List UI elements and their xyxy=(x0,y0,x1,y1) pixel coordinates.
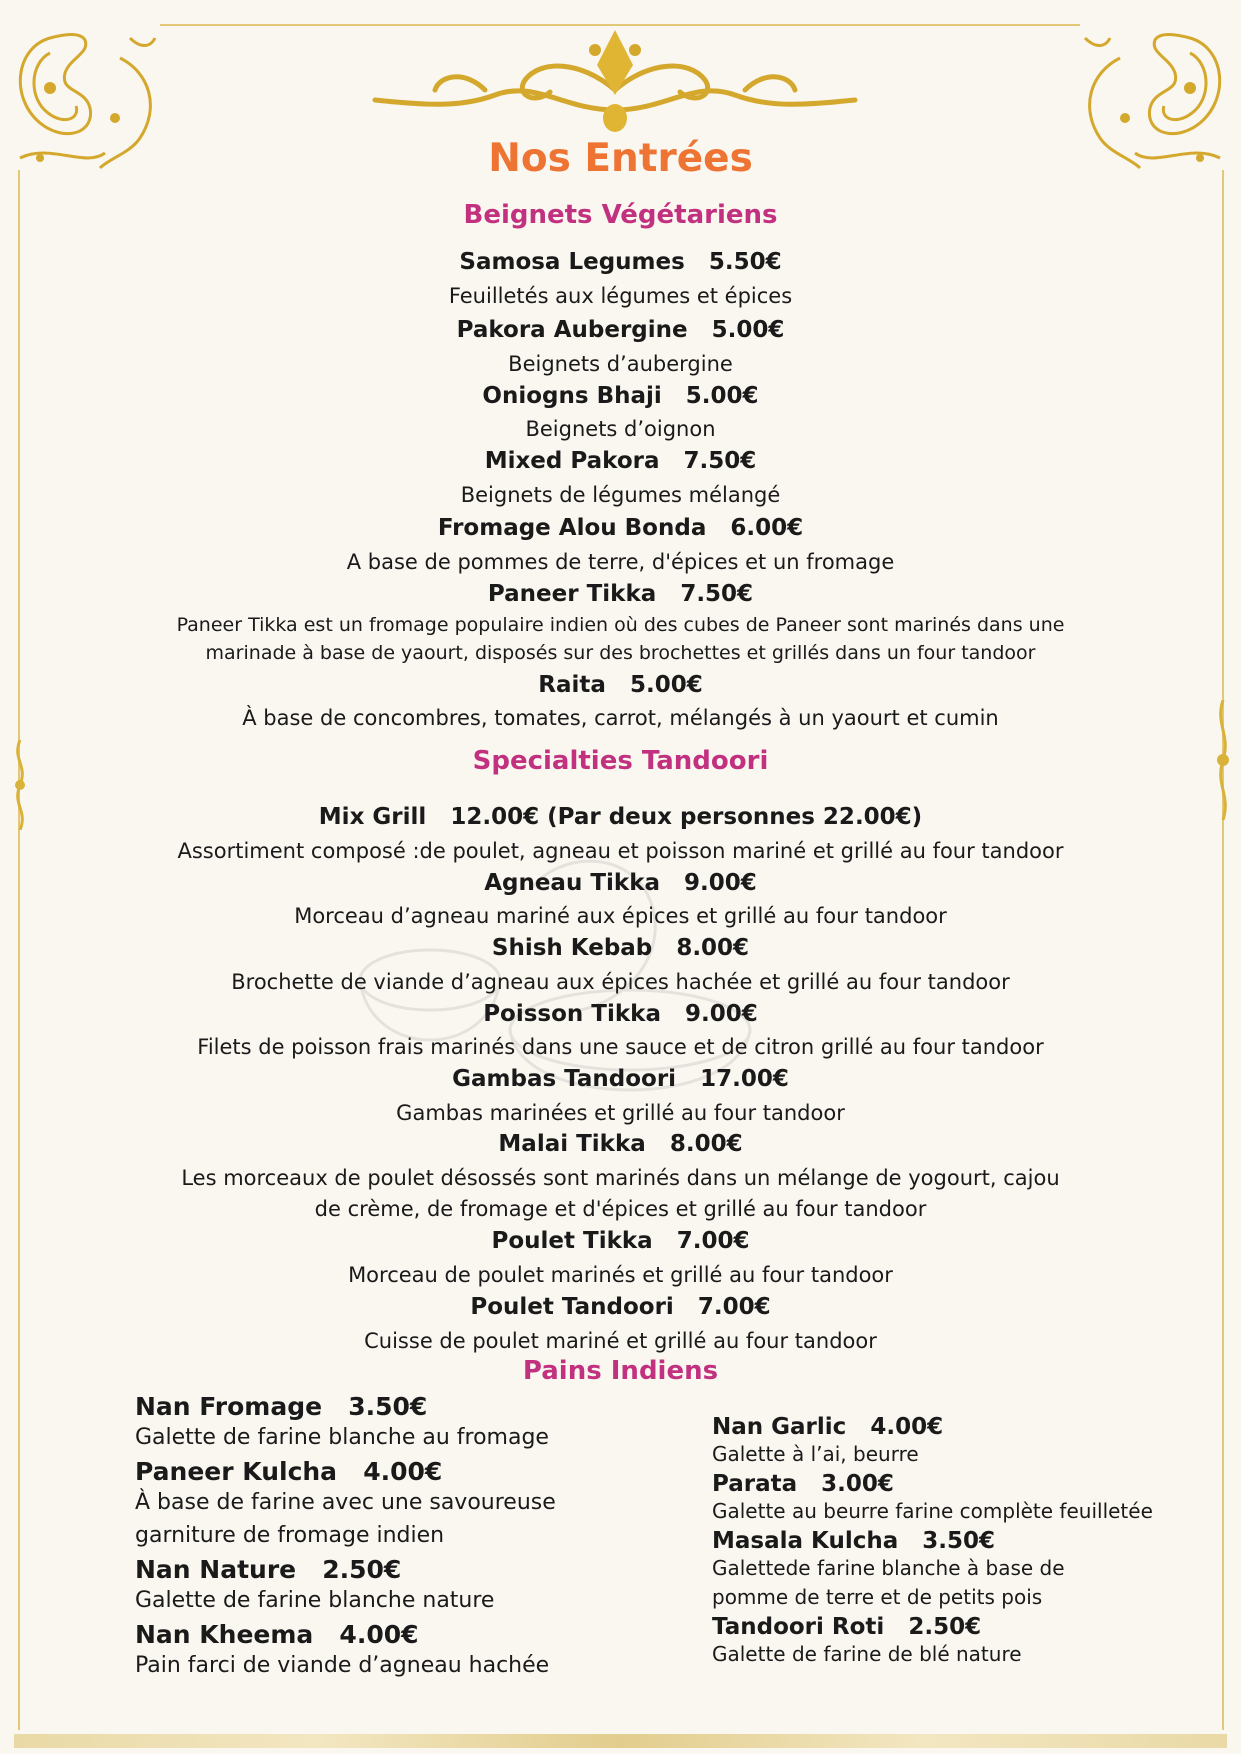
item-description: Galette au beurre farine complète feuilletée xyxy=(712,1499,1153,1523)
item-name: Nan Nature xyxy=(135,1555,297,1584)
breads-right-column xyxy=(712,1414,1182,1669)
item-price: 9.00€ xyxy=(685,1001,758,1027)
item-price: 4.00€ xyxy=(870,1414,944,1440)
item-price: 5.00€ xyxy=(629,672,703,698)
item-description: Beignets d’oignon xyxy=(525,417,716,441)
item-price: 5.00€ xyxy=(685,383,759,409)
menu-item-agneau-tikka xyxy=(0,870,1241,896)
item-name: Fromage Alou Bonda xyxy=(437,515,707,541)
item-description: Brochette de viande d’agneau aux épices hachée et grillé au four tandoor xyxy=(231,970,1010,994)
item-name: Parata xyxy=(712,1471,798,1497)
section-heading-beignets: Beignets Végétariens xyxy=(463,200,778,230)
item-price: 6.00€ xyxy=(730,515,804,541)
item-name: Poisson Tikka xyxy=(483,1001,661,1027)
section-heading-tandoori: Specialties Tandoori xyxy=(472,746,769,776)
menu-item-onion-bhaji xyxy=(0,383,1241,409)
menu-item-paneer-tikka xyxy=(0,581,1241,607)
bread-item-nan-kheema xyxy=(135,1620,605,1649)
menu-item-poulet-tandoori xyxy=(0,1294,1241,1320)
item-description: Feuilletés aux légumes et épices xyxy=(448,284,793,308)
item-name: Paneer Kulcha xyxy=(135,1457,338,1486)
item-description: Filets de poisson frais marinés dans une sauce et de citron grillé au four tandoor xyxy=(197,1035,1044,1059)
item-description: Morceau d’agneau mariné aux épices et grillé au four tandoor xyxy=(294,904,947,928)
section-heading-pains: Pains Indiens xyxy=(522,1356,719,1386)
item-description: Galette de farine de blé nature xyxy=(712,1642,1022,1666)
item-price: 8.00€ xyxy=(669,1131,743,1157)
bread-item-tandoori-roti xyxy=(712,1614,1182,1640)
menu-item-samosa xyxy=(0,249,1241,275)
item-name: Raita xyxy=(538,672,606,698)
top-center-ornament-icon xyxy=(365,20,865,135)
item-name: Shish Kebab xyxy=(491,935,653,961)
item-price: 7.00€ xyxy=(676,1228,750,1254)
item-name: Agneau Tikka xyxy=(484,870,661,896)
menu-item-poisson-tikka xyxy=(0,1001,1241,1027)
item-description: Cuisse de poulet mariné et grillé au four tandoor xyxy=(364,1329,877,1353)
bread-item-masala-kulcha xyxy=(712,1528,1182,1554)
bread-item-paneer-kulcha xyxy=(135,1457,605,1486)
item-name: Nan Garlic xyxy=(712,1414,847,1440)
item-description: Assortiment composé :de poulet, agneau et poisson mariné et grillé au four tandoor xyxy=(177,839,1064,863)
item-price: 9.00€ xyxy=(684,870,757,896)
item-description: Galette de farine blanche au fromage xyxy=(135,1425,549,1450)
item-name: Samosa Legumes xyxy=(459,249,685,275)
item-name: Nan Kheema xyxy=(135,1620,314,1649)
item-price: 3.00€ xyxy=(821,1471,894,1497)
breads-left-column xyxy=(135,1392,605,1682)
item-description: A base de pommes de terre, d'épices et un fromage xyxy=(346,550,895,574)
item-price: 3.50€ xyxy=(922,1528,996,1554)
item-name: Malai Tikka xyxy=(498,1131,646,1157)
menu-item-poulet-tikka xyxy=(0,1228,1241,1254)
item-price: 17.00€ xyxy=(700,1066,789,1092)
item-description: Galette à l’ai, beurre xyxy=(712,1442,919,1466)
item-description: À base de concombres, tomates, carrot, mélangés à un yaourt et cumin xyxy=(242,706,999,730)
item-name: Mix Grill xyxy=(318,804,427,830)
item-name: Pakora Aubergine xyxy=(456,317,688,343)
item-price: 4.00€ xyxy=(363,1457,443,1486)
item-description-line2: marinade à base de yaourt, disposés sur des brochettes et grillés dans un four tandoor xyxy=(205,642,1036,664)
item-price: 8.00€ xyxy=(676,935,750,961)
bread-item-parata xyxy=(712,1471,1182,1497)
item-name: Oniogns Bhaji xyxy=(482,383,662,409)
item-price: 4.00€ xyxy=(339,1620,419,1649)
item-description: À base de farine avec une savoureuse garniture de fromage indien xyxy=(135,1490,556,1548)
item-description: Paneer Tikka est un fromage populaire indien où des cubes de Paneer sont marinés dans une xyxy=(176,614,1065,636)
bottom-gold-strip xyxy=(14,1734,1227,1748)
menu-item-raita xyxy=(0,672,1241,698)
item-name: Poulet Tikka xyxy=(491,1228,653,1254)
menu-item-mix-grill xyxy=(0,804,1241,830)
item-price: 3.50€ xyxy=(348,1392,428,1421)
menu-item-mixed-pakora xyxy=(0,448,1241,474)
item-price: 7.00€ xyxy=(697,1294,771,1320)
item-price: 5.00€ xyxy=(711,317,785,343)
item-description: Galettede farine blanche à base de pomme de terre et de petits pois xyxy=(712,1556,1065,1609)
item-price: 2.50€ xyxy=(322,1555,402,1584)
item-name: Poulet Tandoori xyxy=(470,1294,674,1320)
item-name: Paneer Tikka xyxy=(487,581,657,607)
item-description: Galette de farine blanche nature xyxy=(135,1588,495,1613)
menu-item-malai-tikka xyxy=(0,1131,1241,1157)
item-description: Beignets d’aubergine xyxy=(508,352,733,376)
bread-item-nan-garlic xyxy=(712,1414,1182,1440)
item-price: 12.00€ (Par deux personnes 22.00€) xyxy=(450,804,923,830)
menu-item-gambas-tandoori xyxy=(0,1066,1241,1092)
bread-item-nan-fromage xyxy=(135,1392,605,1421)
item-description: Morceau de poulet marinés et grillé au four tandoor xyxy=(348,1263,893,1287)
item-description-line2: de crème, de fromage et d'épices et grillé au four tandoor xyxy=(314,1197,927,1221)
item-name: Nan Fromage xyxy=(135,1392,323,1421)
item-name: Gambas Tandoori xyxy=(452,1066,677,1092)
item-description: Gambas marinées et grillé au four tandoor xyxy=(396,1101,845,1125)
menu-item-fromage-alou-bonda xyxy=(0,515,1241,541)
item-name: Tandoori Roti xyxy=(712,1614,885,1640)
bread-item-nan-nature xyxy=(135,1555,605,1584)
item-price: 7.50€ xyxy=(683,448,757,474)
item-name: Masala Kulcha xyxy=(712,1528,899,1554)
item-description: Beignets de légumes mélangé xyxy=(460,483,781,507)
page-title: Nos Entrées xyxy=(488,136,753,181)
item-description: Pain farci de viande d’agneau hachée xyxy=(135,1653,550,1678)
item-price: 5.50€ xyxy=(708,249,782,275)
item-price: 2.50€ xyxy=(908,1614,982,1640)
item-description: Les morceaux de poulet désossés sont marinés dans un mélange de yogourt, cajou xyxy=(181,1166,1060,1190)
menu-item-pakora-aubergine xyxy=(0,317,1241,343)
item-name: Mixed Pakora xyxy=(484,448,660,474)
menu-item-shish-kebab xyxy=(0,935,1241,961)
item-price: 7.50€ xyxy=(680,581,754,607)
